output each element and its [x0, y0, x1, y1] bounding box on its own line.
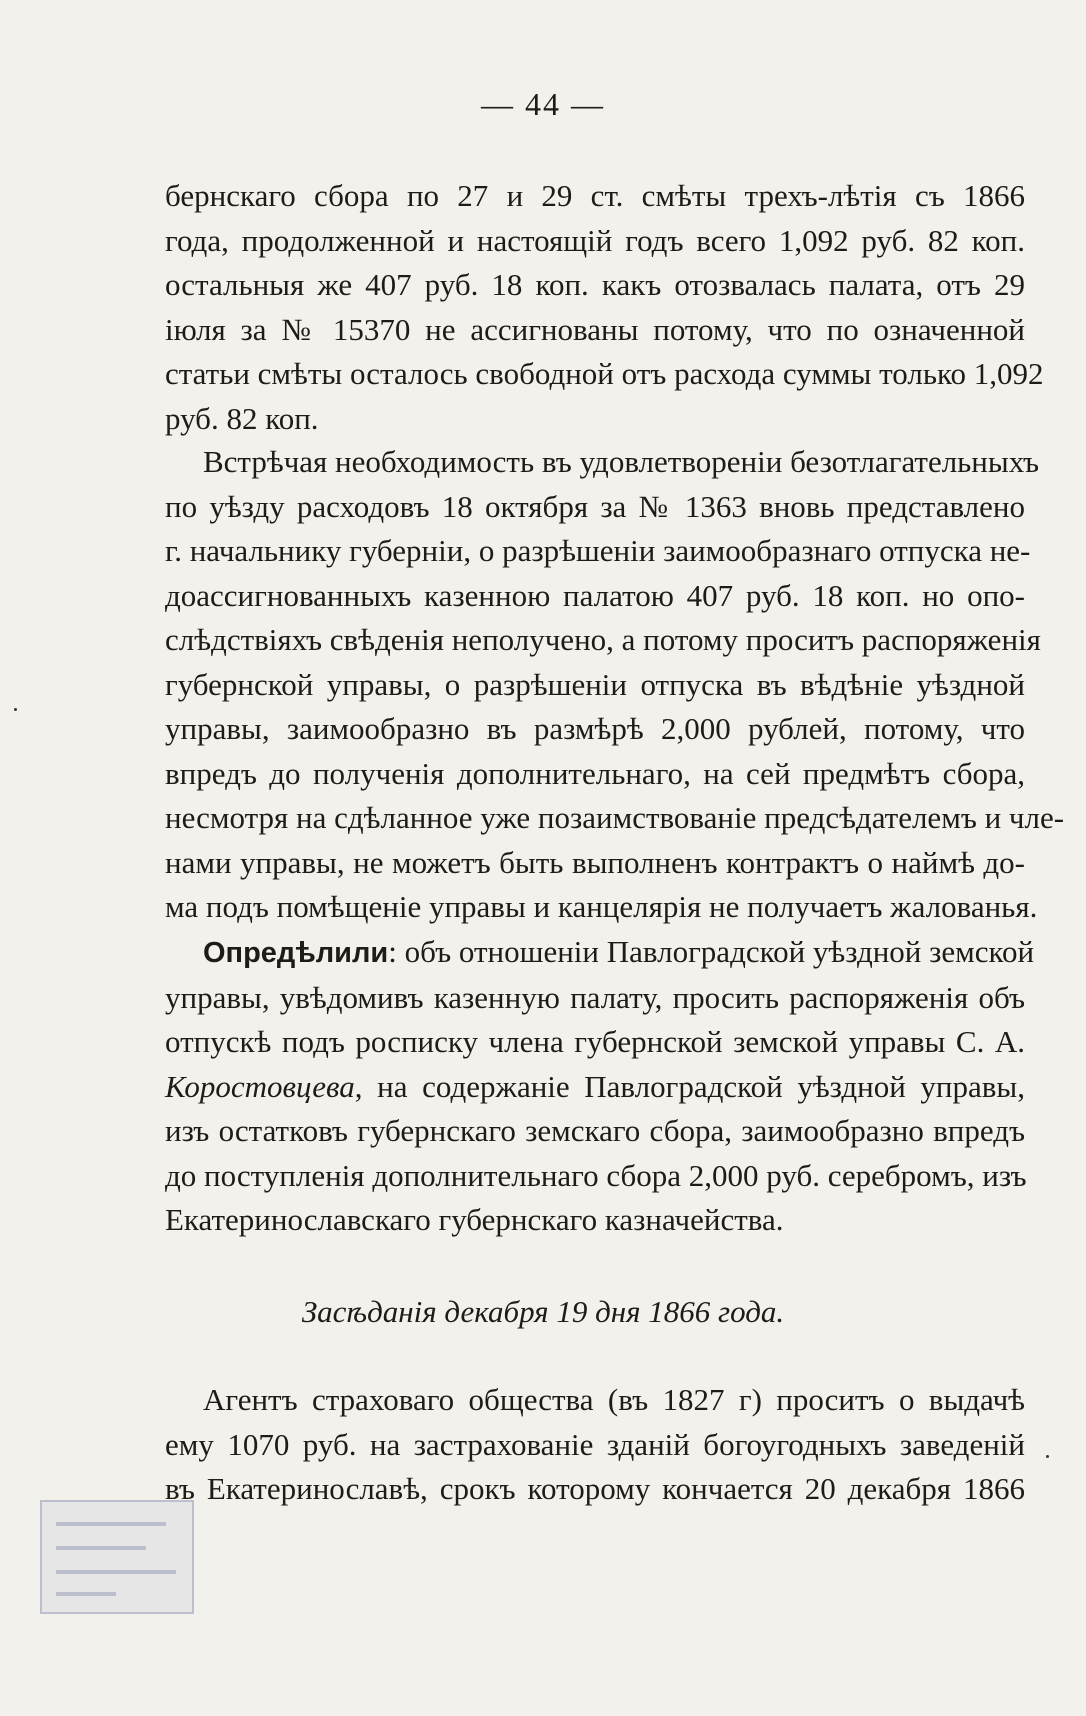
section-heading: Засѣданія декабря 19 дня 1866 года.	[301, 1294, 785, 1329]
text-line: года, продолженной и настоящій годъ всего 1,092 руб. 82 коп.	[165, 222, 1025, 258]
paragraph-1	[165, 174, 1044, 441]
text-line: остальныя же 407 руб. 18 коп. какъ отозвалась палата, отъ 29	[165, 267, 1025, 302]
text-fragment: : объ отношеніи Павлоградской уѣздной земской	[388, 934, 1035, 969]
text-fragment: , на содержаніе Павлоградской уѣздной управы,	[354, 1068, 1025, 1104]
text-line: Агентъ страховаго общества (въ 1827 г) проситъ о выдачѣ	[203, 1382, 1025, 1417]
paper-speck	[1046, 1455, 1049, 1458]
text-line: ма подъ помѣщеніе управы и канцелярія не получаетъ жалованья.	[165, 889, 1038, 924]
text-line: Екатеринославскаго губернскаго казначейства.	[165, 1202, 784, 1237]
text-line: руб. 82 коп.	[165, 400, 319, 436]
library-stamp	[40, 1500, 194, 1614]
text-line: въ Екатеринославѣ, срокъ которому кончается 20 декабря 1866	[165, 1471, 1025, 1506]
text-line: отпускѣ подъ росписку члена губернской земской управы С. А.	[165, 1024, 1025, 1059]
text-line: изъ остатковъ губернскаго земскаго сбора, заимообразно впредъ	[165, 1113, 1025, 1148]
text-line: управы, увѣдомивъ казенную палату, просить распоряженія объ	[165, 979, 1025, 1015]
text-line: по уѣзду расходовъ 18 октября за № 1363 вновь представлено	[165, 488, 1025, 524]
paper-speck	[14, 708, 17, 711]
text-line: управы, заимообразно въ размѣрѣ 2,000 рублей, потому, что	[165, 711, 1025, 746]
person-name: Коростовцева	[165, 1068, 355, 1104]
text-line: статьи смѣты осталось свободной отъ расхода суммы только 1,092	[165, 356, 1044, 391]
text-line: г. начальнику губерніи, о разрѣшеніи заимообразнаго отпуска не-	[165, 533, 1031, 568]
text-line: губернской управы, о разрѣшеніи отпуска въ вѣдѣніе уѣздной	[165, 666, 1025, 702]
paragraph-4	[165, 1378, 1025, 1512]
resolution-term: Опредѣлили	[203, 937, 389, 969]
text-line: слѣдствіяхъ свѣденія неполучено, а потому проситъ распоряженія	[165, 622, 1041, 657]
page-number: — 44 —	[481, 86, 605, 122]
text-line: впредъ до полученія дополнительнаго, на сей предмѣтъ сбора,	[165, 755, 1025, 791]
text-line: ему 1070 руб. на застрахованіе зданій богоугодныхъ заведеній	[165, 1426, 1025, 1462]
paragraph-3	[165, 930, 1035, 1243]
text-line: до поступленія дополнительнаго сбора 2,000 руб. серебромъ, изъ	[165, 1157, 1027, 1193]
paragraph-2	[165, 440, 1065, 930]
text-line: доассигнованныхъ казенною палатою 407 руб. 18 коп. но опо-	[165, 577, 1025, 613]
text-line: іюля за № 15370 не ассигнованы потому, что по означенной	[165, 311, 1025, 347]
text-line: нами управы, не можетъ быть выполненъ контрактъ о наймѣ до-	[165, 844, 1025, 880]
text-line: несмотря на сдѣланное уже позаимствованіе предсѣдателемъ и чле-	[165, 800, 1065, 835]
text-line	[165, 1065, 1025, 1110]
text-line: бернскаго сбора по 27 и 29 ст. смѣты трехъ-лѣтія съ 1866	[165, 178, 1025, 213]
text-line: Встрѣчая необходимость въ удовлетвореніи безотлагательныхъ	[203, 444, 1040, 479]
text-line	[165, 930, 1035, 976]
